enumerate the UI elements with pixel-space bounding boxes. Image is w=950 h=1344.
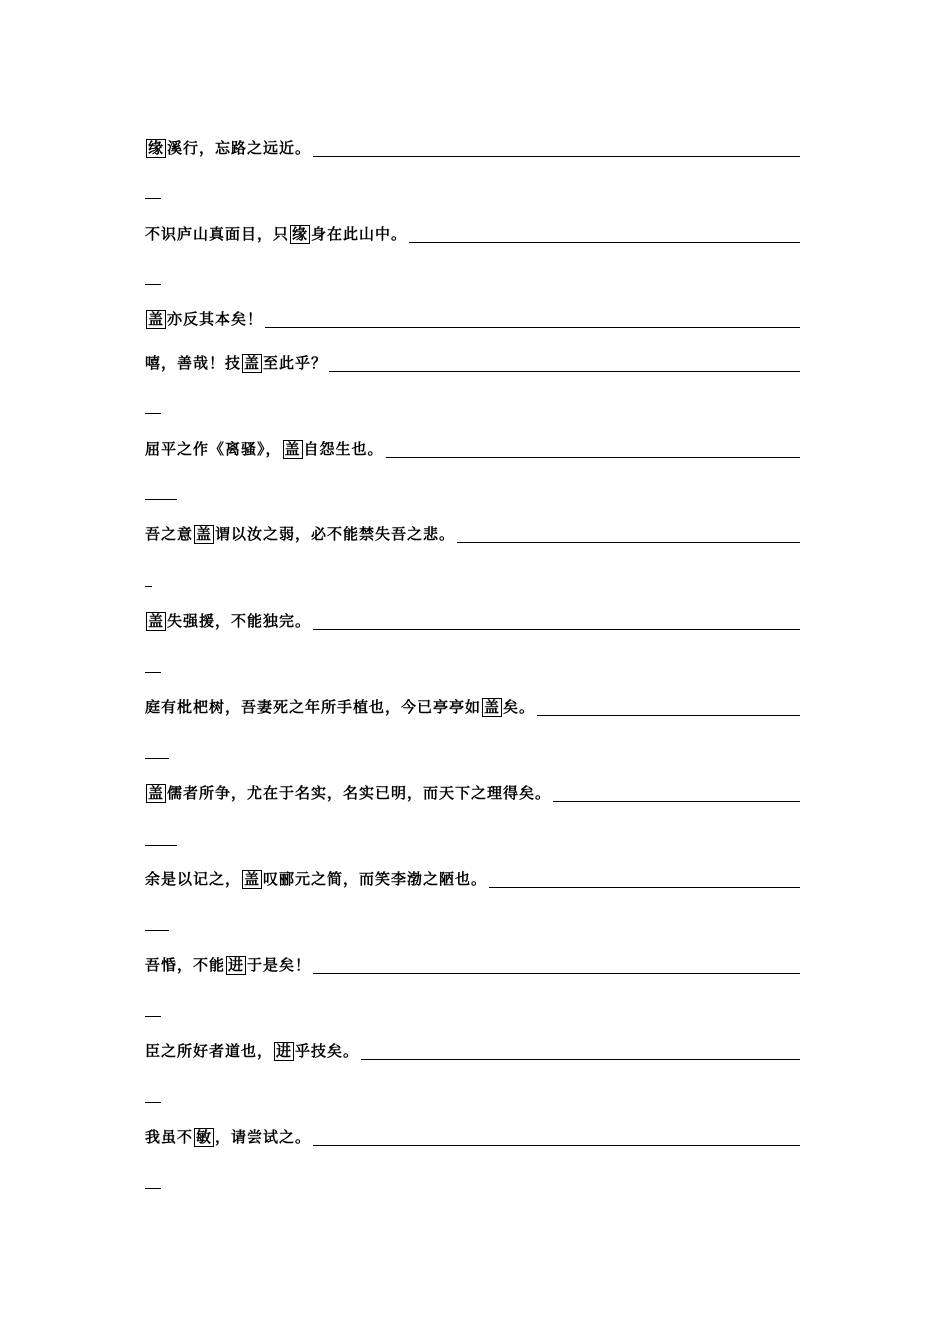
answer-blank[interactable] [489,887,800,888]
answer-blank[interactable] [361,1059,800,1060]
exercise-line [145,134,800,160]
exercise-line [145,305,800,331]
sentence-after: ，请尝试之。 [215,1128,312,1146]
sentence-after: 儒者所争，尤在于名实，名实已明，而天下之理得矣。 [167,784,552,802]
sentence [145,1127,311,1149]
answer-blank-continuation [145,1016,161,1017]
marked-character: 盖 [484,698,501,716]
sentence [145,138,311,160]
answer-blank-continuation [145,1188,161,1189]
answer-blank[interactable] [553,801,800,802]
answer-blank-continuation [145,672,161,673]
answer-blank[interactable] [537,715,800,716]
marked-character: 盖 [196,525,213,543]
answer-blank-continuation [145,499,177,500]
sentence [145,524,455,546]
answer-blank[interactable] [313,1145,800,1146]
exercise-line [145,220,800,246]
sentence-before: 不识庐山真面目，只 [145,225,290,243]
sentence [145,955,311,977]
exercise-line [145,1037,800,1063]
sentence [145,224,407,246]
marked-character: 敏 [196,1128,213,1146]
marked-character: 缘 [148,139,165,157]
exercise-line [145,435,800,461]
exercise-line [145,520,800,546]
marked-character: 盖 [284,440,301,458]
marked-character: 盖 [148,784,165,802]
sentence-before: 吾之意 [145,525,194,543]
sentence-after: 溪行，忘路之远近。 [167,139,312,157]
answer-blank[interactable] [313,156,800,157]
marked-character: 盖 [244,354,261,372]
sentence-after: 矣。 [503,698,536,716]
sentence [145,783,551,805]
sentence [145,869,487,891]
marked-character: 进 [228,956,245,974]
answer-blank-continuation [145,758,169,759]
sentence-before: 吾惛，不能 [145,956,226,974]
answer-blank[interactable] [409,242,800,243]
sentence [145,1041,359,1063]
answer-blank[interactable] [386,457,800,458]
marked-character: 盖 [148,612,165,630]
answer-blank[interactable] [329,371,800,372]
answer-blank-continuation [145,1102,161,1103]
exercise-line [145,865,800,891]
sentence-before: 嘻，善哉！技 [145,354,242,372]
sentence [145,309,263,331]
exercise-line [145,779,800,805]
sentence-after: 乎技矣。 [295,1042,360,1060]
marked-character: 进 [276,1042,293,1060]
sentence-after: 于是矣！ [247,956,312,974]
sentence-before: 余是以记之， [145,870,242,888]
sentence-after: 亦反其本矣！ [167,310,264,328]
marked-character: 盖 [148,310,165,328]
answer-blank[interactable] [457,542,800,543]
sentence-after: 叹郦元之简，而笑李渤之陋也。 [263,870,488,888]
answer-blank[interactable] [265,327,800,328]
exercise-line [145,1123,800,1149]
answer-blank-continuation [145,413,161,414]
sentence-after: 至此乎？ [263,354,328,372]
marked-character: 缘 [292,225,309,243]
exercise-line [145,607,800,633]
sentence-after: 自怨生也。 [303,440,384,458]
sentence [145,353,327,375]
sentence [145,611,311,633]
sentence [145,439,384,461]
sentence-before: 我虽不 [145,1128,194,1146]
sentence-before: 屈平之作《离骚》， [145,440,282,458]
exercise-line [145,349,800,375]
sentence-before: 庭有枇杷树，吾妻死之年所手植也，今已亭亭如 [145,698,482,716]
sentence-after: 谓以汝之弱，必不能禁失吾之悲。 [215,525,456,543]
answer-blank-continuation [145,198,161,199]
sentence-after: 身在此山中。 [311,225,408,243]
exercise-line [145,693,800,719]
sentence [145,697,535,719]
answer-blank[interactable] [313,629,800,630]
answer-blank-continuation [145,586,152,587]
answer-blank-continuation [145,284,161,285]
answer-blank-continuation [145,930,169,931]
answer-blank[interactable] [313,973,800,974]
marked-character: 盖 [244,870,261,888]
sentence-after: 失强援，不能独完。 [167,612,312,630]
sentence-before: 臣之所好者道也， [145,1042,274,1060]
answer-blank-continuation [145,845,177,846]
exercise-line [145,951,800,977]
